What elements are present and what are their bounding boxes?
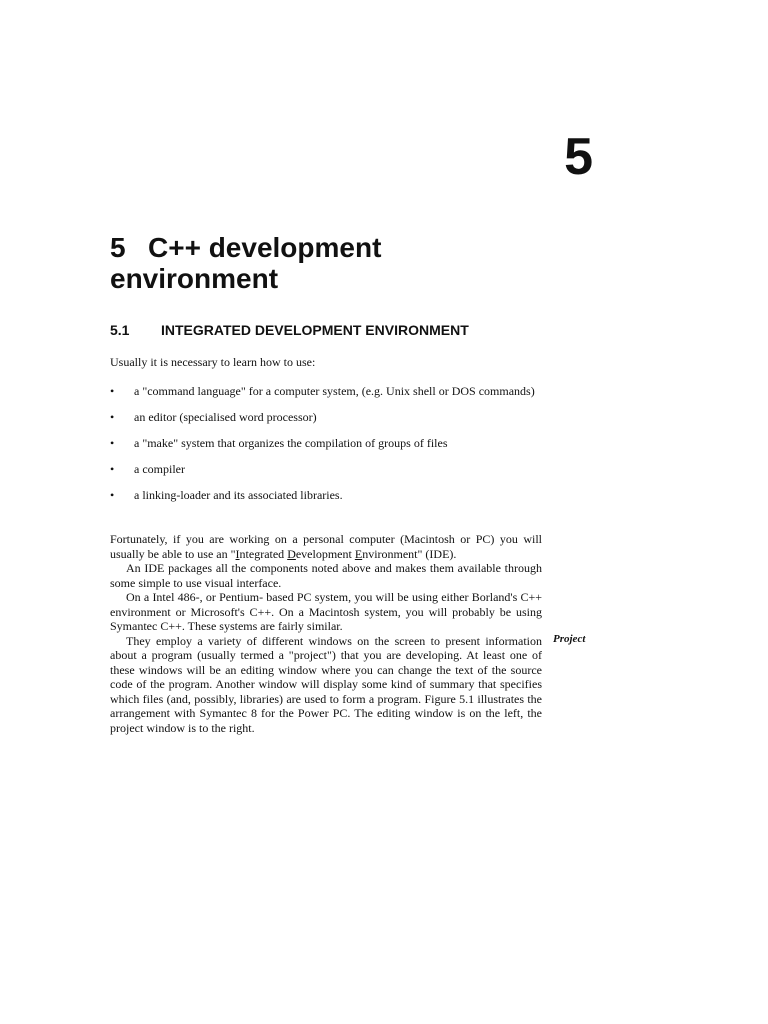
underlined-letter: I [235,546,240,561]
list-item [110,488,544,502]
section-title: INTEGRATED DEVELOPMENT ENVIRONMENT [161,322,469,338]
paragraph-text: evelopment [295,546,355,561]
list-item-text: a compiler [134,462,185,476]
list-item-text: a "make" system that organizes the compilation of groups of files [134,436,448,450]
margin-note: Project [553,633,586,645]
list-item-text: a "command language" for a computer system, (e.g. Unix shell or DOS commands) [134,384,535,398]
paragraph-text: ntegrated [239,546,288,561]
paragraph-ide-packages: An IDE packages all the components noted above and makes them available through some simple to use visual interface. [110,561,542,590]
chapter-title [110,232,550,294]
paragraph-ide-intro [110,532,542,561]
paragraph-text: Fortunately, if you are working on a personal computer (Macintosh or PC) you will usually be able to use an " [110,532,542,561]
list-item [110,410,544,424]
bullet-icon: • [110,384,115,398]
chapter-title-number: 5 [110,232,126,263]
paragraph-windows: They employ a variety of different windows on the screen to present information about a program (usually termed a "project") that you are developing. At least one of these windows will be an editing window where you can change the text of the source code of the program. Another window will display some kind of summary that specifies which files (and, possibly, libraries) are used to form a program. Figure 5.1 illustrates the arrangement with Symantec 8 for the Power PC. The editing window is on the left, the project window is to the right. [110,633,542,735]
underlined-letter: D [287,546,296,561]
chapter-title-text: C++ development environment [110,232,382,294]
list-item-text: an editor (specialised word processor) [134,410,317,424]
chapter-number: 5 [564,128,593,186]
list-item [110,436,544,450]
paragraph-text: nvironment" (IDE). [362,546,457,561]
underlined-letter: E [354,546,363,561]
bullet-icon: • [110,488,115,502]
section-heading [110,322,550,339]
paragraph-pc-systems: On a Intel 486-, or Pentium- based PC system, you will be using either Borland's C++ environment or Microsoft's C++. On a Macintosh system, you will probably be using Symantec C++. These systems are fairly similar. [110,590,542,633]
section-number: 5.1 [110,322,130,338]
body-text [110,532,542,735]
list-item [110,462,544,476]
bullet-icon: • [110,436,115,450]
list-item-text: a linking-loader and its associated libraries. [134,488,343,502]
bullet-icon: • [110,462,115,476]
bullet-icon: • [110,410,115,424]
bullet-list [110,384,544,514]
list-item [110,384,544,398]
intro-text: Usually it is necessary to learn how to use: [110,355,316,369]
